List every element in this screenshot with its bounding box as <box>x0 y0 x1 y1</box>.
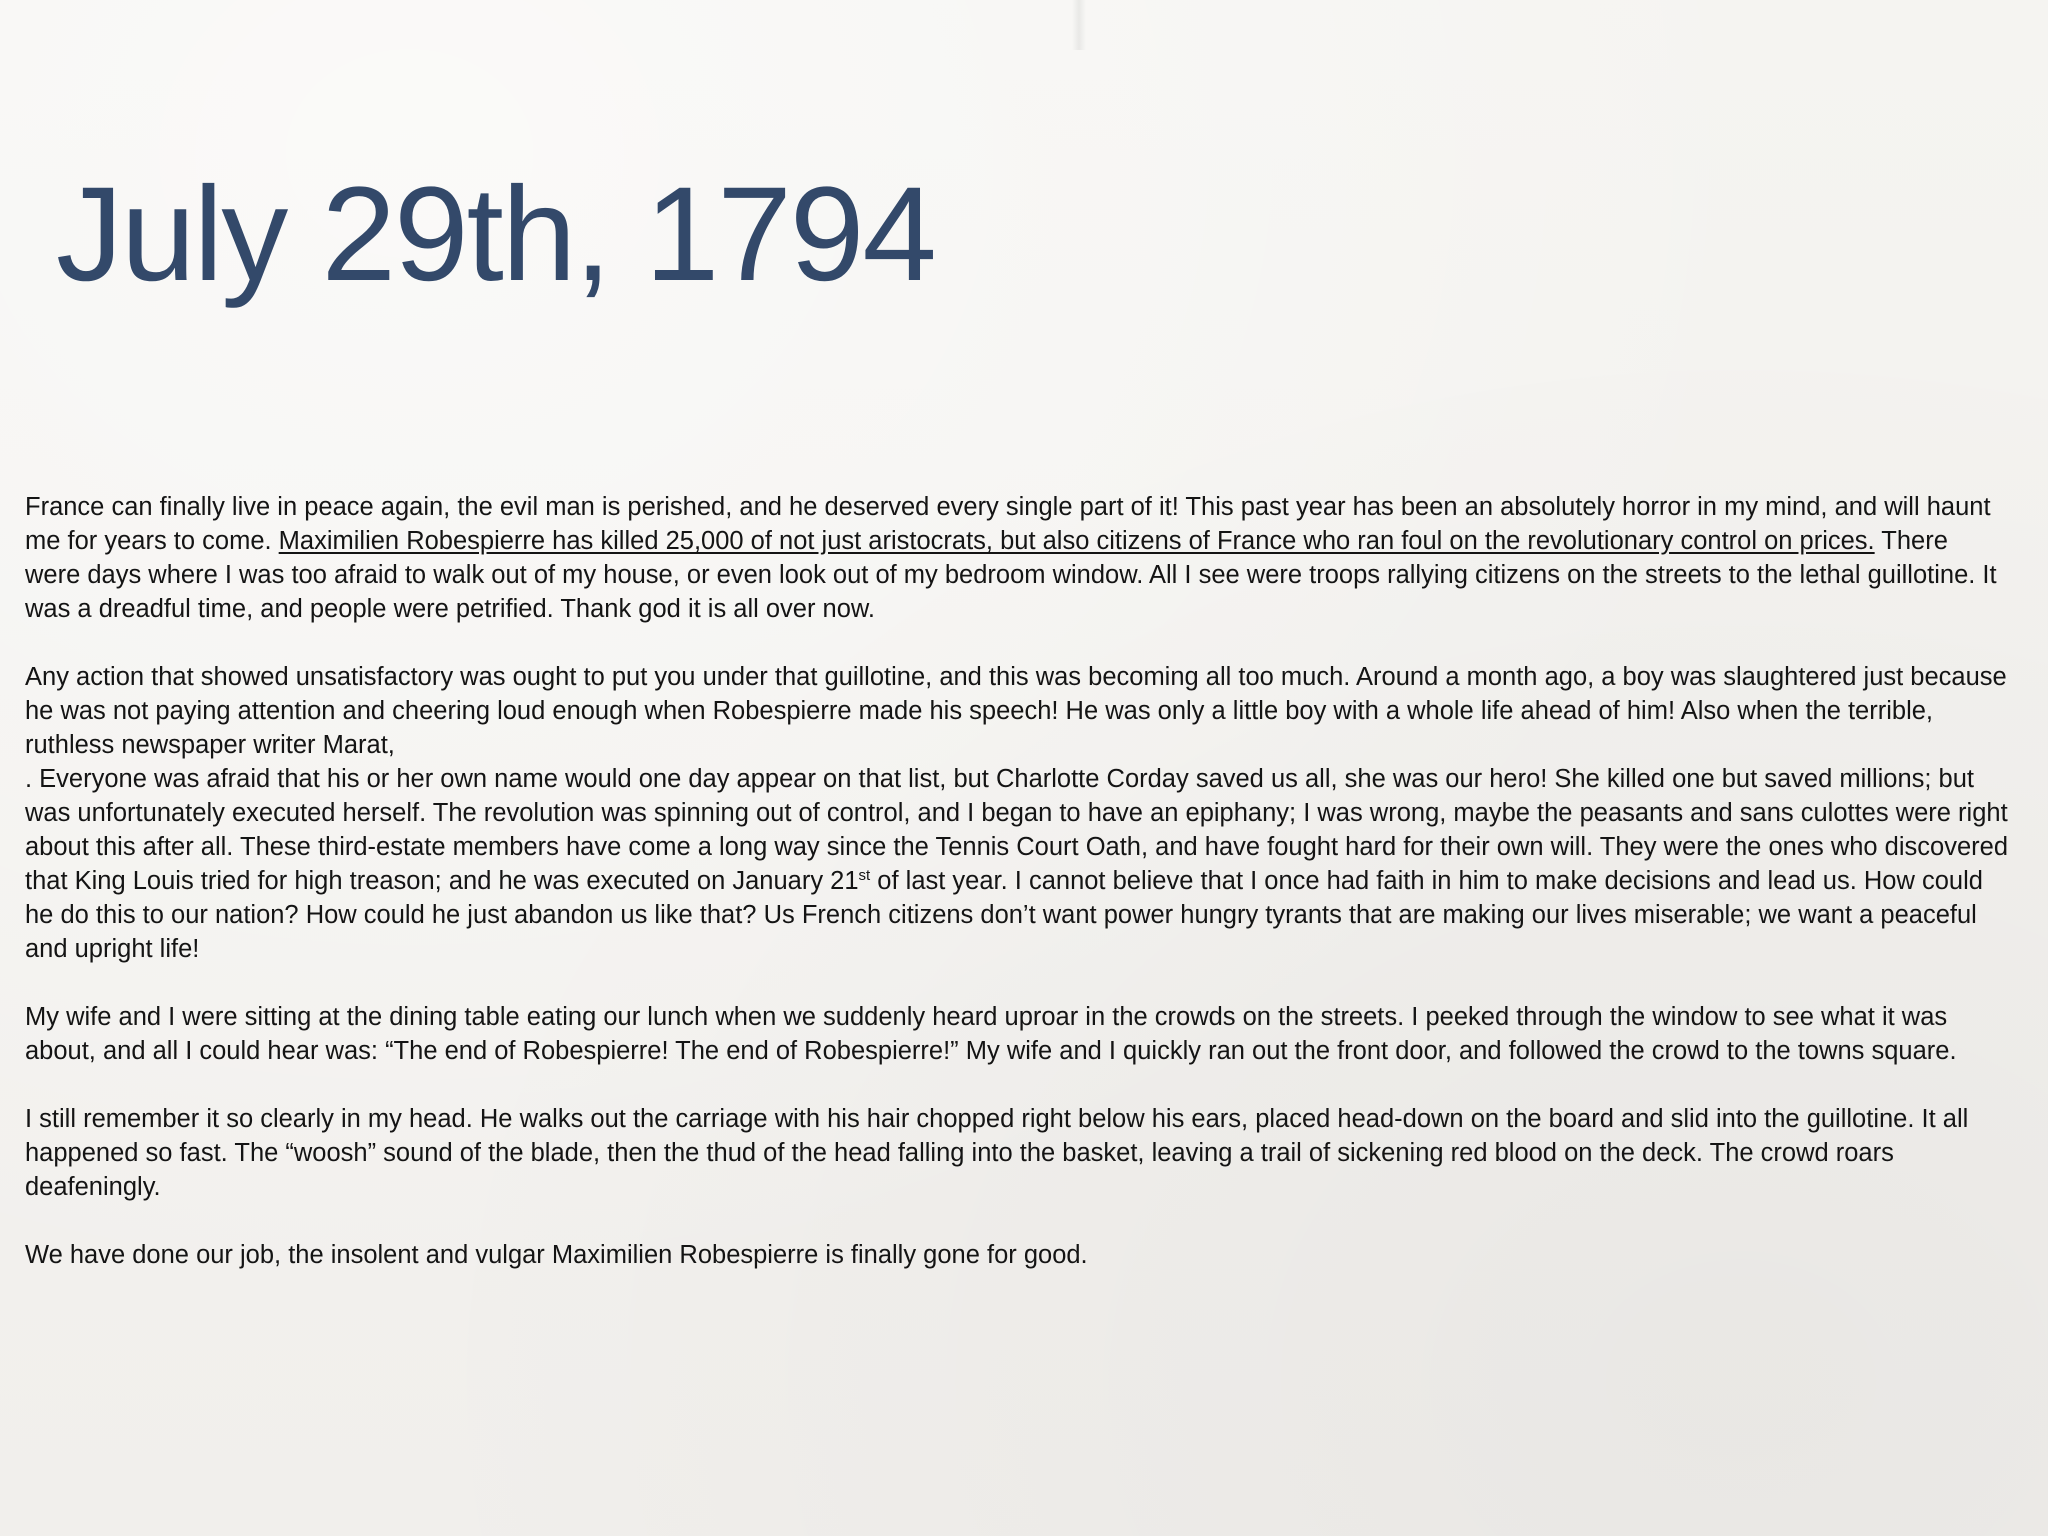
paragraph-2 <box>25 660 2010 966</box>
paragraph-1-text-b: There were days where I was too afraid to walk out of my house, or even look out of my bedroom window. All I see were troops rallying citizens on the streets to the lethal guillotine. It was a dreadful time, and people were petrified. Thank god it is all over now. <box>25 527 1997 623</box>
paragraph-2-line-1: Any action that showed unsatisfactory was ought to put you under that guillotine, and this was becoming all too much. Around a month ago, a boy was slaughtered just because he was not paying attention and cheering loud enough when Robespierre made his speech! He was only a little boy with a whole life ahead of him! Also when the terrible, ruthless newspaper writer Marat, <box>25 663 2007 759</box>
slide-title: July 29th, 1794 <box>56 160 935 309</box>
paragraph-5: We have done our job, the insolent and vulgar Maximilien Robespierre is finally gone for good. <box>25 1241 1088 1269</box>
paper-crease <box>1072 0 1086 50</box>
paragraph-2-text-b: of last year. I cannot believe that I once had faith in him to make decisions and lead us. How could he do this to our nation? How could he just abandon us like that? Us French citizens don’t want power hungry tyrants that are making our lives miserable; we want a peaceful and upright life! <box>25 867 1983 963</box>
diary-body <box>25 490 2010 1272</box>
paragraph-1 <box>25 490 2010 626</box>
paragraph-4: I still remember it so clearly in my head. He walks out the carriage with his hair chopped right below his ears, placed head-down on the board and slid into the guillotine. It all happened so fast. The “woosh” sound of the blade, then the thud of the head falling into the basket, leaving a trail of sickening red blood on the deck. The crowd roars deafeningly. <box>25 1105 1969 1201</box>
paragraph-3: My wife and I were sitting at the dining table eating our lunch when we suddenly heard uproar in the crowds on the streets. I peeked through the window to see what it was about, and all I could hear was: “The end of Robespierre! The end of Robespierre!” My wife and I quickly ran out the front door, and followed the crowd to the towns square. <box>25 1003 1957 1065</box>
ordinal-suffix: st <box>858 867 871 884</box>
underlined-statement: Maximilien Robespierre has killed 25,000 of not just aristocrats, but also citizens of France who ran foul on the revolutionary control on prices. <box>278 527 1875 555</box>
paragraph-2-text-a: . Everyone was afraid that his or her own name would one day appear on that list, but Charlotte Corday saved us all, she was our hero! She killed one but saved millions; but was unfortunately executed herself. The revolution was spinning out of control, and I began to have an epiphany; I was wrong, maybe the peasants and sans culottes were right about this after all. These third-estate members have come a long way since the Tennis Court Oath, and have fought hard for their own will. They were the ones who discovered that King Louis tried for high treason; and he was executed on January 21 <box>25 765 2008 895</box>
paragraph-1-text-a: France can finally live in peace again, the evil man is perished, and he deserved every single part of it! This past year has been an absolutely horror in my mind, and will haunt me for years to come. <box>25 493 1991 555</box>
